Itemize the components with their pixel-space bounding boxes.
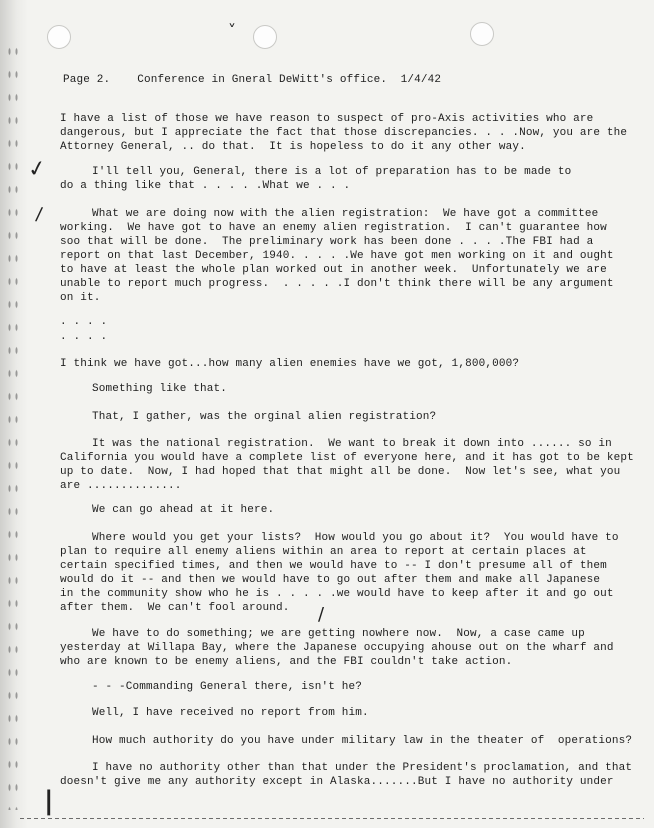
slash-mark: / [34, 203, 44, 226]
body-line: to have at least the whole plan worked out in another week. Unfortunately we are [60, 264, 607, 276]
ellipsis-line: . . . . [60, 316, 108, 328]
body-line: I think we have got...how many alien enemies have we got, 1,800,000? [60, 358, 520, 370]
scan-noise-dots [6, 40, 20, 810]
body-line: How much authority do you have under military law in the theater of operations? [92, 735, 633, 747]
body-line: I'll tell you, General, there is a lot of preparation has to be made to [92, 166, 572, 178]
body-line: report on that last December, 1940. . . . .We have got men working on it and ought [60, 250, 614, 262]
slash-mark: / [318, 604, 325, 625]
header-date: 1/4/42 [400, 74, 442, 86]
body-line: on it. [60, 292, 101, 304]
body-line: in the community show who he is . . . . .we would have to keep after it and go out [60, 588, 614, 600]
page-label: Page 2. [63, 74, 111, 86]
body-line: would do it -- and then we would have to go out after them and make all Japanese [60, 574, 601, 586]
body-line: That, I gather, was the orginal alien registration? [92, 411, 437, 423]
body-line: after them. We can't fool around. [60, 602, 290, 614]
body-line: Where would you get your lists? How would you go about it? You would have to [92, 532, 619, 544]
punch-hole [470, 22, 494, 46]
body-line: up to date. Now, I had hoped that that might all be done. Now let's see, what you [60, 466, 621, 478]
page-header [63, 74, 441, 87]
body-line: certain specified times, and then we would have to -- I don't presume all of them [60, 560, 607, 572]
body-line: plan to require all enemy aliens within an area to report at certain places at [60, 546, 587, 558]
body-line: Attorney General, .. do that. It is hopeless to do it any other way. [60, 141, 526, 153]
body-line: soo that will be done. The preliminary work has been done . . . .The FBI had a [60, 236, 594, 248]
check-mark: ✓ [25, 155, 49, 184]
body-line: are .............. [60, 480, 182, 492]
body-line: California you would have a complete list of everyone here, and it has got to be kept [60, 452, 634, 464]
body-line: - - -Commanding General there, isn't he? [92, 681, 363, 693]
body-line: Well, I have received no report from him. [92, 707, 369, 719]
body-line: I have a list of those we have reason to suspect of pro-Axis activities who are [60, 113, 594, 125]
page-bottom-rule [20, 818, 644, 819]
body-line: who are known to be enemy aliens, and the FBI couldn't take action. [60, 656, 513, 668]
body-line: What we are doing now with the alien registration: We have got a committee [92, 208, 599, 220]
body-line: do a thing like that . . . . .What we . . . [60, 180, 351, 192]
punch-hole [47, 25, 71, 49]
body-line: doesn't give me any authority except in Alaska.......But I have no authority under [60, 776, 614, 788]
body-line: We can go ahead at it here. [92, 504, 275, 516]
margin-bar-mark: | [44, 786, 54, 816]
body-line: We have to do something; we are getting nowhere now. Now, a case came up [92, 628, 585, 640]
body-line: dangerous, but I appreciate the fact that those discrepancies. . . .Now, you are the [60, 127, 628, 139]
ellipsis-line: . . . . [60, 331, 108, 343]
punch-hole [253, 25, 277, 49]
body-line: Something like that. [92, 383, 228, 395]
body-line: working. We have got to have an enemy alien registration. I can't guarantee how [60, 222, 607, 234]
body-line: It was the national registration. We want to break it down into ...... so in [92, 438, 612, 450]
body-line: yesterday at Willapa Bay, where the Japanese occupying ahouse out on the wharf and [60, 642, 614, 654]
body-line: I have no authority other than that under the President's proclamation, and that [92, 762, 633, 774]
conference-title: Conference in Gneral DeWitt's office. [137, 74, 388, 86]
tick-mark: ˬ [228, 8, 236, 27]
body-line: unable to report much progress. . . . . .I don't think there will be any argument [60, 278, 614, 290]
